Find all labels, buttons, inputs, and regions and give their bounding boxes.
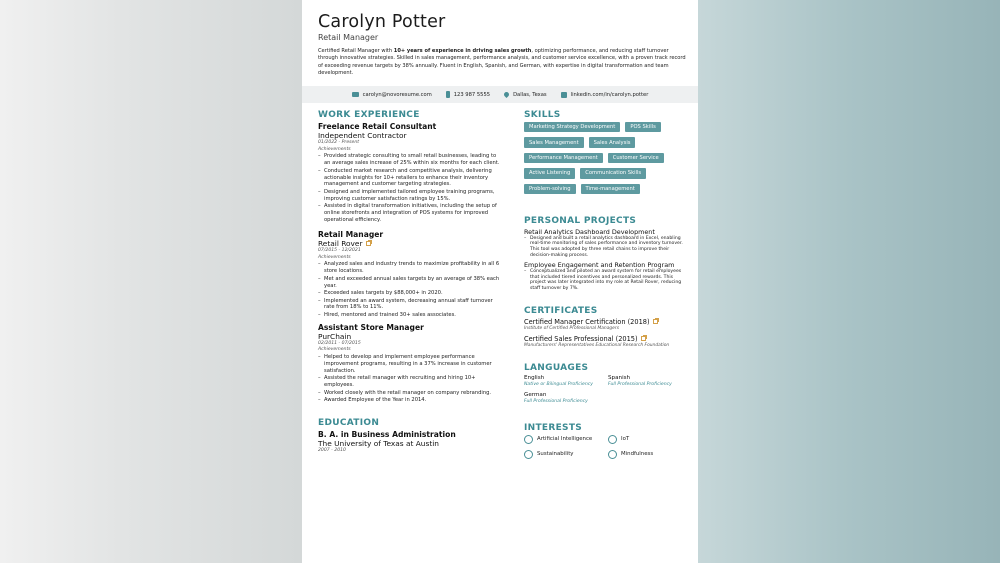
list-item: – Assisted in digital transformation initiatives, including the setup of online storefronts and integration of POS systems for improved operational efficiency. (318, 203, 500, 224)
list-item: – Awarded Employee of the Year in 2014. (318, 397, 500, 404)
list-item: – Hired, mentored and trained 30+ sales associates. (318, 312, 500, 319)
language-name: Spanish (608, 374, 631, 381)
job-company (318, 131, 500, 140)
project-details (524, 236, 686, 258)
skill-tag: Customer Service (608, 153, 664, 163)
list-item: – Designed and implemented tailored employee training programs, improving customer satisfaction ratings by 15%. (318, 189, 500, 203)
section-title-skills: SKILLS (524, 110, 561, 120)
skill-tag: Performance Management (524, 153, 603, 163)
achievements-label: Achievements (318, 254, 351, 260)
summary-highlight: 10+ years of experience in driving sales growth (393, 48, 532, 54)
project-title: Employee Engagement and Retention Program (524, 261, 675, 270)
job-title: Retail Manager (318, 230, 384, 240)
list-item: – Helped to develop and implement employee performance improvement programs, resulting in a 37% increase in customer satisfaction. (318, 354, 500, 375)
skill-tag: Communication Skills (580, 168, 646, 178)
skill-tag: Active Listening (524, 168, 575, 178)
section-title-languages: LANGUAGES (524, 362, 589, 373)
iot-icon (608, 435, 617, 444)
job-dates: 02/2011 - 07/2015 (318, 340, 361, 346)
contact-bar (302, 86, 698, 103)
projects-section (524, 216, 686, 292)
achievements-label: Achievements (318, 347, 351, 353)
skill-tag: Problem-solving (524, 184, 576, 194)
external-link-icon[interactable] (641, 336, 646, 341)
candidate-role: Retail Manager (318, 33, 379, 42)
section-title-education: EDUCATION (318, 418, 380, 429)
contact-location (504, 92, 547, 98)
interests-grid (524, 435, 686, 459)
certificate-title (524, 335, 686, 343)
company-name: PurChain (318, 331, 352, 341)
list-item: – Assisted the retail manager with recruiting and hiring 10+ employees. (318, 375, 500, 389)
skill-tag: Sales Management (524, 137, 584, 147)
interest-item (524, 450, 608, 459)
certificate-org: Manufacturers' Representatives Educational Research Foundation (524, 342, 670, 348)
location-text: Dallas, Texas (513, 91, 547, 98)
list-item: – Exceeded sales targets by $88,000+ in 2020. (318, 290, 500, 297)
skill-tag: Marketing Strategy Development (524, 122, 620, 132)
linkedin-icon (561, 92, 567, 98)
project-title: Retail Analytics Dashboard Development (524, 227, 655, 236)
list-item: – Conducted market research and competitive analysis, delivering actionable insights for 10+ retailers to enhance their inventory management and customer targeting strategies. (318, 168, 500, 189)
list-item: – Conceptualized and piloted an award system for retail employees that included tiered incentives and personalized rewards. This project was later integrated into my role at Retail Rover, reducing staff turnover by 7%. (524, 269, 686, 291)
certificate-title (524, 318, 686, 326)
list-item: – Met and exceeded annual sales targets by an average of 38% each year. (318, 276, 500, 290)
summary (318, 48, 686, 78)
interest-name: Artificial Intelligence (537, 436, 593, 443)
external-link-icon[interactable] (366, 241, 371, 246)
certificate-name: Certified Manager Certification (2018) (524, 317, 650, 326)
job-entry (318, 122, 500, 224)
phone-text: 123 987 5555 (453, 91, 491, 98)
certificate-org: Institute of Certified Professional Managers (524, 325, 619, 331)
achievements-list (318, 261, 500, 319)
achievements-list (318, 153, 500, 224)
skill-tag: Sales Analysis (589, 137, 636, 147)
section-title-projects: PERSONAL PROJECTS (524, 215, 637, 226)
education-section (318, 418, 500, 455)
job-title: Freelance Retail Consultant (318, 122, 437, 131)
interest-item (608, 450, 686, 459)
interest-item (608, 435, 686, 444)
language-item (524, 375, 608, 388)
languages-section (524, 363, 686, 405)
resume-page (302, 0, 698, 563)
company-name: Retail Rover (318, 239, 363, 249)
left-column (318, 110, 500, 455)
summary-part-1: Certified Retail Manager with (318, 48, 394, 54)
language-name: English (524, 374, 545, 381)
interest-name: IoT (621, 436, 630, 443)
language-level: Full Professional Proficiency (608, 381, 672, 387)
contact-phone[interactable] (446, 91, 490, 98)
list-item: – Implemented an award system, decreasing annual staff turnover rate from 18% to 11%. (318, 298, 500, 312)
mindfulness-icon (608, 450, 617, 459)
language-level: Native or Bilingual Proficiency (524, 381, 593, 387)
candidate-name: Carolyn Potter (318, 12, 446, 32)
interest-name: Mindfulness (621, 451, 654, 458)
language-name: German (524, 391, 547, 398)
sustainability-icon (524, 450, 533, 459)
job-title: Assistant Store Manager (318, 322, 424, 332)
external-link-icon[interactable] (653, 319, 658, 324)
skills-tags (524, 122, 674, 194)
contact-email[interactable] (352, 92, 432, 98)
job-company (318, 332, 500, 341)
interest-item (524, 435, 608, 444)
linkedin-text: linkedin.com/in/carolyn.potter (570, 91, 649, 98)
language-item (608, 375, 686, 388)
list-item: – Designed and built a retail analytics dashboard in Excel, enabling real-time monitoring of sales performance and inventory turnover. This tool was adopted by three retail chains to improve their decision-making process. (524, 236, 686, 258)
ai-icon (524, 435, 533, 444)
certificates-section (524, 306, 686, 349)
achievements-label: Achievements (318, 146, 351, 152)
resume-header (318, 12, 686, 78)
list-item: – Analyzed sales and industry trends to maximize profitability in all 6 store locations. (318, 261, 500, 275)
company-name: Independent Contractor (318, 131, 407, 140)
list-item: – Worked closely with the retail manager on company rebranding. (318, 390, 500, 397)
phone-icon (446, 91, 450, 98)
interest-name: Sustainability (537, 451, 574, 458)
job-dates: 01/2022 - Present (318, 140, 360, 145)
right-column (524, 110, 686, 459)
mail-icon (352, 92, 359, 97)
skill-tag: POS Skills (625, 122, 660, 132)
interests-section (524, 423, 686, 459)
location-pin-icon (503, 91, 510, 98)
section-title-work: WORK EXPERIENCE (318, 110, 420, 120)
language-item (524, 392, 608, 405)
project-details (524, 269, 686, 291)
background-left (0, 0, 302, 563)
education-dates: 2007 - 2010 (318, 448, 346, 454)
education-school: The University of Texas at Austin (318, 439, 439, 449)
education-degree: B. A. in Business Administration (318, 430, 456, 440)
skill-tag: Time-management (581, 184, 640, 194)
achievements-list (318, 354, 500, 404)
contact-linkedin[interactable] (561, 92, 649, 98)
section-title-certificates: CERTIFICATES (524, 305, 598, 316)
job-entry (318, 323, 500, 404)
section-title-interests: INTERESTS (524, 422, 583, 433)
summary-part-2: , optimizing performance, and reducing staff turnover through innovative strategies. Skilled in sales management, performance analysis, and customer service excellence, with a proven track record of exceeding revenue targets by 38% annually. Fluent in English, Spanish, and German, with expertise in digital transformation and team development. (318, 48, 686, 77)
email-text: carolyn@novoresume.com (362, 91, 432, 98)
job-dates: 07/2015 - 12/2021 (318, 248, 361, 254)
background-right (698, 0, 1000, 563)
language-level: Full Professional Proficiency (524, 398, 588, 404)
certificate-name: Certified Sales Professional (2015) (524, 334, 638, 343)
job-entry (318, 230, 500, 319)
job-company (318, 239, 500, 248)
list-item: – Provided strategic consulting to small retail businesses, leading to an average sales increase of 25% within six months for each client. (318, 153, 500, 167)
languages-grid (524, 375, 686, 405)
